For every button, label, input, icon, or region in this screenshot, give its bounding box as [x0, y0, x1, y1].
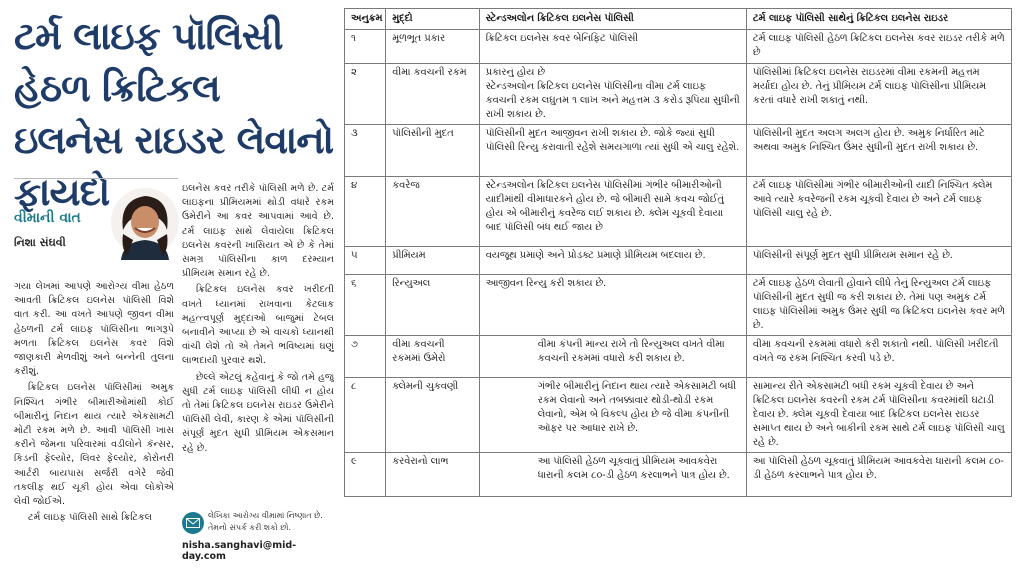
row-rider: સામાન્ય રીતે એકસામટી બધી રકમ ચૂકવી દેવાય છે અને ક્રિટિકલ ઇલનેસ કવરની રકમ ટર્મ પૉલિસીના કવરમાંથી ઘટાડી દેવાય છે. ક્લેમ ચૂકવી દેવાયા બાદ ક્રિટિકલ ઇલનેસ રાઇડર સમાપ્ત થાય છે અને બાકીની રકમ સાથે ટર્મ લાઇફ પૉલિસી ચાલુ રહે છે.: [746, 378, 1011, 453]
author-photo: [109, 186, 181, 260]
table-row: [345, 378, 1012, 453]
row-standalone: સ્ટેન્ડઅલોન ક્રિટિકલ ઇલનેસ પૉલિસીમાં ગંભીર બીમારીઓની યાદીમાંથી વીમાધારકને હોય છે. જે બીમારી સામે કવચ જોઈતું હોય એ બીમારીનું કવરેજ લઈ શકાય છે. ક્લેમ ચૂકવી દેવાયા બાદ પૉલિસી બંધ થઈ જાય છે: [479, 177, 746, 247]
row-standalone: પૉલિસીની મુદત આજીવન રાખી શકાય છે. જોકે જ્યાં સુધી પૉલિસી રિન્યુ કરાવાતી રહેશે સમયગાળા ત્યાં સુધી એ ચાલુ રહેશે.: [479, 125, 746, 177]
column-title: વીમાની વાત: [14, 210, 81, 226]
author-footer: [182, 510, 338, 566]
table-row: [345, 247, 1012, 275]
row-number: ૬: [345, 275, 386, 336]
row-number: ૧: [345, 30, 386, 64]
row-standalone: ક્રિટિકલ ઇલનેસ કવર બેનિફિટ પૉલિસી: [479, 30, 746, 64]
author-note: લેખિકા આરોગ્ય વીમામાં નિષ્ણાત છે. તેમનો સંપર્ક કરી શકો છો.: [208, 511, 323, 532]
row-topic: કરવેરાનો લાભ: [386, 453, 479, 497]
table-body: [345, 30, 1012, 497]
paragraph: ક્રિટિકલ ઇલનેસ પૉલિસીમાં અમુક નિશ્ચિત ગંભીર બીમારીઓમાંથી કોઈ બીમારીનું નિદાન થાય ત્યારે એકસામટી મોટી રકમ મળે છે. આવી પૉલિસી ખાસ કરીને જેમના પરિવારમાં વડીલોને કૅન્સર, કિડની ફેલ્યોર, લિવર ફેલ્યોર, કોરોનરી આર્ટરી બાયપાસ સર્જરી વગેરે જેવી તકલીફ થઈ ચૂકી હોય એવા લોકોએ લેવી જોઈએ.: [14, 382, 174, 508]
row-rider: પૉલિસીમાં ક્રિટિકલ ઇલનેસ રાઇડરમાં વીમા રકમની મહત્તમ મર્યાદા હોય છે. તેનું પ્રીમિયમ ટર્મ લાઇફ પૉલિસીના પ્રીમિયમ કરતાં વધારે રાખી શકાતું નથી.: [746, 64, 1011, 125]
row-standalone: આજીવન રિન્યુ કરી શકાય છે.: [479, 275, 746, 336]
comparison-table-area: [344, 8, 1012, 568]
row-topic: વીમા કવચની રકમ: [386, 64, 479, 125]
mail-icon: [182, 512, 204, 534]
article-text-col1: [14, 280, 174, 568]
row-number: ૨: [345, 64, 386, 125]
headline: ટર્મ લાઇફ પૉલિસી હેઠળ ક્રિટિકલ ઇલનેસ રાઇડર લેવાનો ફાયદો: [14, 14, 334, 214]
row-rider: ટર્મ લાઇફ હેઠળ લેવાતી હોવાને લીધે તેનું રિન્યુઅલ ટર્મ લાઇફ પૉલિસીની મુદત સુધી જ કરી શકાય છે. તેમાં પણ અમુક ટર્મ લાઇફ પૉલિસીમાં અમુક ઉંમર સુધી જ ક્રિટિકલ ઇલનેસ કવર મળે છે.: [746, 275, 1011, 336]
row-rider: પૉલિસીની મુદત અલગ અલગ હોય છે. અમુક નિર્ધારિત માટે અથવા અમુક નિશ્ચિત ઉંમર સુધીની મુદત રાખી શકાય છે.: [746, 125, 1011, 177]
row-standalone: પ્રકારનું હોય છે સ્ટેન્ડઅલોન ક્રિટિકલ ઇલનેસ પૉલિસીના વીમા ટર્મ લાઇફ કવચની રકમ લઘુતમ ૧ લાખ અને મહત્તમ ૩ કરોડ રૂપિયા સુધીની રાખી શકાય છે.: [479, 64, 746, 125]
paragraph: ઇલનેસ કવર તરીકે પૉલિસી મળે છે. ટર્મ લાઇફના પ્રીમિયમમાં થોડી વધારે રકમ ઉમેરીને આ કવર આપવામાં આવે છે. ટર્મ લાઇફ સાથે લેવાયેલા ક્રિટિકલ ઇલનેસ કવરની ખાસિયત એ છે કે તેમાં સમગ્ર પૉલિસીના કાળ દરમ્યાન પ્રીમિયમ સમાન રહે છે.: [182, 183, 334, 280]
row-number: ૩: [345, 125, 386, 177]
paragraph: ક્રિટિકલ ઇલનેસ કવર ખરીદતી વખતે ધ્યાનમાં રાખવાના કેટલાક મહત્ત્વપૂર્ણ મુદ્દાઓ બાજુમાં ટેબલ બનાવીને આપ્યા છે એ વાચકો ધ્યાનથી વાંચી લેશે તો એ તેમને ભવિષ્યમાં ઘણું લાભદાયી પુરવાર થશે.: [182, 284, 334, 367]
row-standalone: વયજૂથ પ્રમાણે અને પ્રોડક્ટ પ્રમાણે પ્રીમિયમ બદલાય છે.: [479, 247, 746, 275]
row-number: ૮: [345, 378, 386, 453]
row-topic: પ્રીમિયમ: [386, 247, 479, 275]
comparison-table: [344, 8, 1012, 497]
row-standalone: આ પૉલિસી હેઠળ ચૂકવાતું પ્રીમિયમ આવકવેરા ધારાની કલમ ૮૦-ડી હેઠળ કરલાભને પાત્ર હોય છે.: [479, 453, 746, 497]
row-topic: રિન્યુઅલ: [386, 275, 479, 336]
row-number: ૯: [345, 453, 386, 497]
article-text-col2: [182, 182, 334, 507]
row-rider: ટર્મ લાઇફ પૉલિસી હેઠળ ક્રિટિકલ ઇલનેસ કવર રાઇડર તરીકે મળે છે: [746, 30, 1011, 64]
row-number: ૫: [345, 247, 386, 275]
author-name: નિશા સંઘવી: [14, 236, 66, 249]
table-row: [345, 336, 1012, 378]
paragraph: છેલ્લે એટલું કહેવાનું કે જો તમે હજુ સુધી ટર્મ લાઇફ પૉલિસી લીધી ન હોય તો તેમાં ક્રિટિકલ ઇલનેસ રાઇડર ઉમેરીને પૉલિસી લેવી, કારણ કે એમાં પૉલિસીની સંપૂર્ણ મુદત સુધી પ્રીમિયમ એકસમાન રહે છે.: [182, 371, 334, 454]
table-row: [345, 30, 1012, 64]
row-number: ૪: [345, 177, 386, 247]
header-rider: ટર્મ લાઇફ પૉલિસી સાથેનું ક્રિટિકલ ઇલનેસ રાઇડર: [746, 9, 1011, 30]
header-topic: મુદ્દો: [386, 9, 479, 30]
row-rider: ટર્મ લાઇફ પૉલિસીમાં ગંભીર બીમારીઓની યાદી નિશ્ચિત ક્લેમ આવે ત્યારે કવરેજની રકમ ચૂકવી દેવાય છે અને ટર્મ લાઇફ પૉલિસી ચાલુ રહે છે.: [746, 177, 1011, 247]
header-number: અનુક્રમ: [345, 9, 386, 30]
row-topic: ક્લેમની ચુકવણી: [386, 378, 479, 453]
table-row: [345, 125, 1012, 177]
row-topic: મૂળભૂત પ્રકાર: [386, 30, 479, 64]
paragraph: ટર્મ લાઇફ પૉલિસી સાથે ક્રિટિકલ: [28, 512, 153, 524]
row-topic: પૉલિસીની મુદત: [386, 125, 479, 177]
row-rider: વીમા કવચની રકમમાં વધારો કરી શકાતો નથી. પૉલિસી ખરીદતી વખતે જ રકમ નિશ્ચિત કરવી પડે છે.: [746, 336, 1011, 378]
paragraph: ગયા લેખમાં આપણે આરોગ્ય વીમા હેઠળ આવતી ક્રિટિકલ ઇલનેસ પૉલિસી વિશે વાત કરી. આ વખતે આપણે જીવન વીમા હેઠળની ટર્મ લાઇફ પૉલિસીના ભાગરૂપે મળતા ક્રિટિકલ ઇલનેસ કવર વિશે જાણકારી મેળવીશું અને બન્નેની તુલના કરીશું.: [14, 281, 174, 378]
table-row: [345, 453, 1012, 497]
row-rider: પૉલિસીની સંપૂર્ણ મુદત સુધી પ્રીમિયમ સમાન રહે છે.: [746, 247, 1011, 275]
row-topic: વીમા કવચની રકમમાં ઉમેરો: [386, 336, 479, 378]
byline: [14, 186, 174, 266]
table-header-row: [345, 9, 1012, 30]
table-row: [345, 64, 1012, 125]
article-column: [0, 0, 340, 568]
author-email: nisha.sanghavi@mid-day.com: [182, 540, 297, 562]
row-rider: આ પૉલિસી હેઠળ ચૂકવાતું પ્રીમિયમ આવકવેરા ધારાની કલમ ૮૦-ડી હેઠળ કરલાભને પાત્ર હોય છે.: [746, 453, 1011, 497]
divider: [14, 178, 178, 179]
table-row: [345, 177, 1012, 247]
table-row: [345, 275, 1012, 336]
row-standalone: ગંભીર બીમારીનું નિદાન થાય ત્યારે એકસામટી બધી રકમ લેવાનો અને તબક્કાવાર થોડી-થોડી રકમ લેવાનો, એમ બે વિકલ્પ હોય છે જે વીમા કંપનીની ઑફર પર આધાર રાખે છે.: [479, 378, 746, 453]
header-standalone: સ્ટેન્ડઅલોન ક્રિટિકલ ઇલનેસ પૉલિસી: [479, 9, 746, 30]
row-number: ૭: [345, 336, 386, 378]
row-topic: કવરેજ: [386, 177, 479, 247]
row-standalone: વીમા કંપની માન્ય રાખે તો રિન્યુઅલ વખતે વીમા કવચની રકમમાં વધારો કરી શકાય છે.: [479, 336, 746, 378]
